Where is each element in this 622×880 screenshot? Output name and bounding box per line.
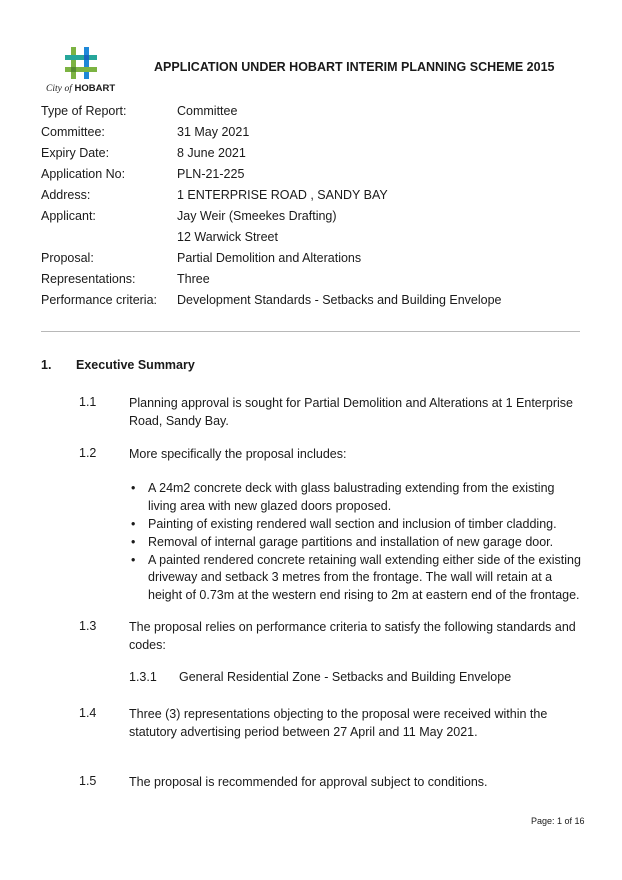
detail-row xyxy=(41,206,502,248)
detail-value xyxy=(177,164,244,185)
detail-label: Application No: xyxy=(41,167,126,181)
sub-item-number: 1.3.1 xyxy=(129,670,157,684)
detail-row xyxy=(41,290,502,311)
detail-row xyxy=(41,122,502,143)
section-title: Executive Summary xyxy=(76,358,195,372)
list-item: • Painting of existing rendered wall section and inclusion of timber cladding. xyxy=(129,516,581,534)
paragraph-text: Three (3) representations objecting to the proposal were received within the statutory advertising period between 27 April and 11 May 2021. xyxy=(129,707,548,739)
detail-label: Type of Report: xyxy=(41,104,127,118)
detail-label: Committee: xyxy=(41,125,105,139)
paragraph-number: 1.1 xyxy=(79,395,97,409)
report-details xyxy=(41,101,502,311)
detail-value-line: Jay Weir (Smeekes Drafting) xyxy=(177,209,337,223)
detail-label: Representations: xyxy=(41,272,136,286)
detail-row xyxy=(41,143,502,164)
detail-value-line: Partial Demolition and Alterations xyxy=(177,251,362,265)
detail-row xyxy=(41,101,502,122)
detail-label: Performance criteria: xyxy=(41,293,158,307)
detail-value xyxy=(177,269,210,290)
sub-item-text: General Residential Zone - Setbacks and Building Envelope xyxy=(179,670,512,684)
paragraph-text: More specifically the proposal includes: xyxy=(129,447,347,461)
list-item: • A painted rendered concrete retaining wall extending either side of the existing driveway and setback 3 metres from the frontage. The wall will retain at a height of 0.73m at the western end rising to 2m at eastern end of the frontage. xyxy=(129,552,581,605)
logo-wordmark: City of HOBART xyxy=(46,83,116,94)
detail-value xyxy=(177,290,502,311)
detail-value-line: 1 ENTERPRISE ROAD , SANDY BAY xyxy=(177,188,388,202)
detail-row xyxy=(41,248,502,269)
detail-value-line: 31 May 2021 xyxy=(177,125,250,139)
detail-value xyxy=(177,101,237,122)
detail-value-line: 8 June 2021 xyxy=(177,146,246,160)
detail-value-line: 12 Warwick Street xyxy=(177,230,278,244)
detail-value-line: Development Standards - Setbacks and Building Envelope xyxy=(177,293,502,307)
list-item: • A 24m2 concrete deck with glass balustrading extending from the existing living area with new glazed doors proposed. xyxy=(129,480,581,515)
paragraph-number: 1.4 xyxy=(79,706,97,720)
paragraph-text: The proposal relies on performance criteria to satisfy the following standards and codes: xyxy=(129,620,576,652)
proposal-bullet-list xyxy=(129,480,581,605)
detail-value xyxy=(177,248,361,269)
detail-label: Applicant: xyxy=(41,209,96,223)
city-of-hobart-logo xyxy=(46,45,118,97)
detail-value-line: Committee xyxy=(177,104,238,118)
detail-row xyxy=(41,185,502,206)
detail-row xyxy=(41,269,502,290)
page-number: Page: 1 of 16 xyxy=(531,816,585,826)
paragraph-number: 1.3 xyxy=(79,619,97,633)
detail-label: Proposal: xyxy=(41,251,94,265)
section-number: 1. xyxy=(41,358,52,372)
page-title: APPLICATION UNDER HOBART INTERIM PLANNING SCHEME 2015 xyxy=(154,60,555,74)
hobart-hash-icon xyxy=(63,45,101,81)
detail-row xyxy=(41,164,502,185)
list-item: • Removal of internal garage partitions and installation of new garage door. xyxy=(129,534,581,552)
detail-label: Expiry Date: xyxy=(41,146,110,160)
paragraph-number: 1.2 xyxy=(79,446,97,460)
paragraph-number: 1.5 xyxy=(79,774,97,788)
detail-value-line: Three xyxy=(177,272,210,286)
detail-value-line: PLN-21-225 xyxy=(177,167,245,181)
detail-value xyxy=(177,185,388,206)
detail-label: Address: xyxy=(41,188,91,202)
detail-value xyxy=(177,143,246,164)
detail-value xyxy=(177,122,249,143)
paragraph-text: The proposal is recommended for approval subject to conditions. xyxy=(129,775,488,789)
divider xyxy=(41,331,580,332)
detail-value xyxy=(177,206,337,248)
paragraph-text: Planning approval is sought for Partial Demolition and Alterations at 1 Enterprise Road, Sandy Bay. xyxy=(129,396,574,428)
